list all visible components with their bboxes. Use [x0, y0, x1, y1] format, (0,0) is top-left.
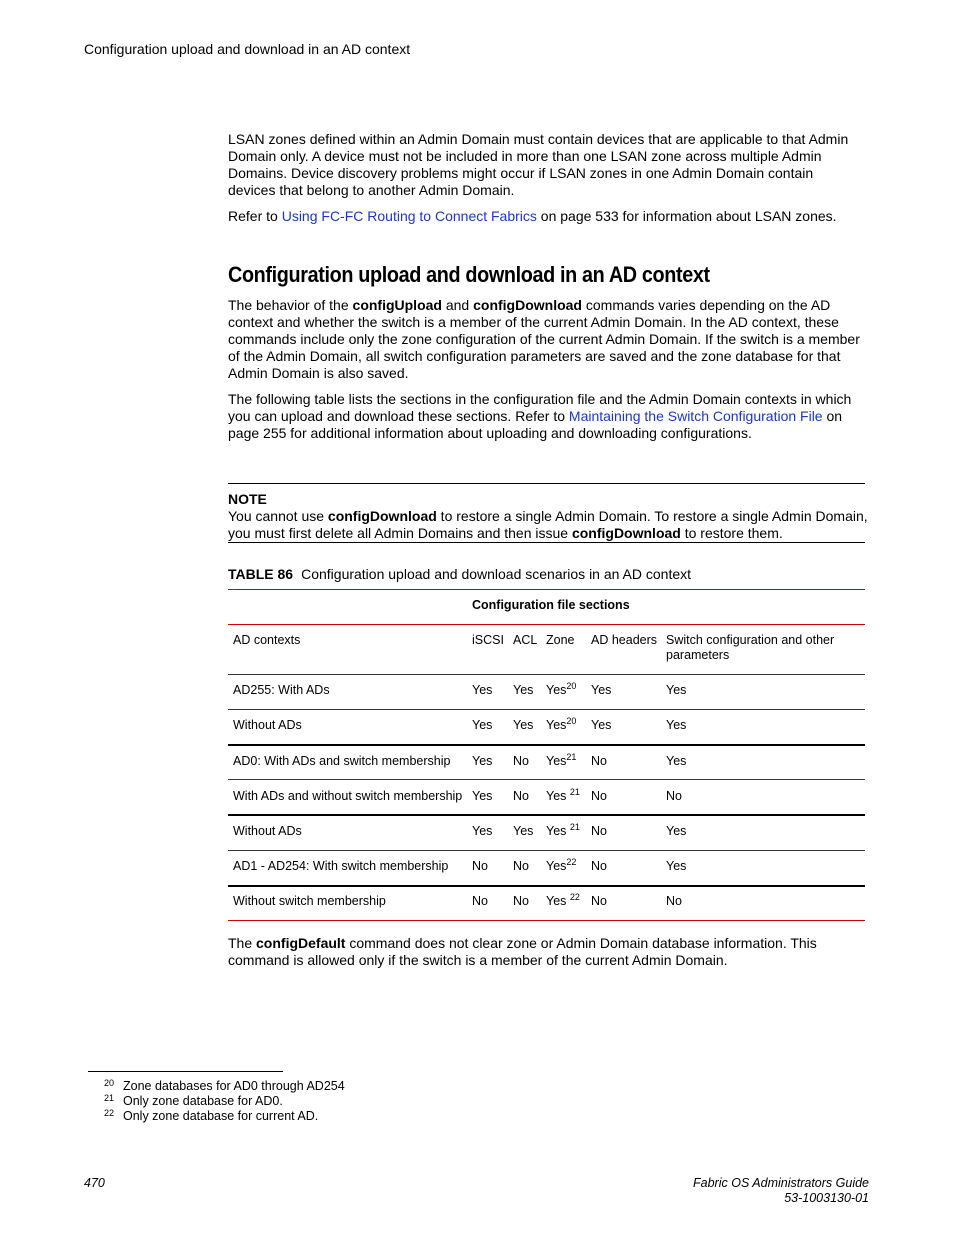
link-maintaining-switch-config[interactable]: Maintaining the Switch Configuration File — [568, 408, 823, 424]
cmd-configupload: configUpload — [352, 297, 442, 313]
cell-ad-headers: No — [591, 824, 607, 838]
zone-value: Yes — [546, 754, 567, 768]
cell-iscsi: Yes — [472, 754, 493, 768]
cell-acl: Yes — [513, 683, 534, 697]
cell-zone — [546, 718, 576, 733]
col-header-switch-config: Switch configuration and other parameters — [666, 633, 835, 662]
ref-text-after: on page 533 for information about LSAN zones. — [536, 208, 837, 224]
cell-ad-headers: No — [591, 789, 607, 803]
cell-iscsi: No — [472, 894, 488, 908]
ref-text-before: Refer to — [228, 208, 282, 224]
note-top-rule — [228, 483, 865, 484]
cell-zone — [546, 754, 576, 769]
row-rule — [228, 709, 865, 710]
cell-context: Without switch membership — [233, 894, 386, 908]
cell-ad-headers: No — [591, 754, 607, 768]
footnote — [104, 1106, 318, 1124]
cell-zone — [546, 683, 576, 698]
after-text-a: The — [228, 935, 257, 951]
row-group-rule — [228, 814, 865, 816]
col-header-ad-contexts: AD contexts — [233, 633, 301, 647]
cell-iscsi: Yes — [472, 824, 493, 838]
p1-text-c: commands varies depending on the AD context and whether the switch is a member of the current Admin Domain. In the AD context, these commands include only the zone configuration of the current Admin Domain. If the switch is a member of the Admin Domain, all switch configuration parameters are saved and the zone database for that Admin Domain is also saved. — [228, 297, 860, 381]
footnote-number: 20 — [104, 1078, 115, 1088]
cell-ad-headers: No — [591, 894, 607, 908]
cell-zone — [546, 894, 580, 909]
footnote-ref: 20 — [566, 681, 577, 691]
note-cmd-2: configDownload — [571, 525, 681, 541]
cell-switch-config: Yes — [666, 718, 687, 732]
col-header-ad-headers: AD headers — [591, 633, 658, 647]
section-paragraph-2 — [228, 391, 864, 442]
row-group-rule — [228, 885, 865, 887]
doc-footer — [693, 1176, 869, 1206]
row-rule — [228, 779, 865, 780]
cell-ad-headers: Yes — [591, 683, 612, 697]
note-cmd-1: configDownload — [327, 508, 437, 524]
cell-acl: No — [513, 859, 529, 873]
footnote-number: 22 — [104, 1108, 115, 1118]
configdefault-paragraph — [228, 935, 864, 969]
p1-text-b: and — [441, 297, 474, 313]
cell-acl: Yes — [513, 824, 534, 838]
zone-value: Yes — [546, 894, 570, 908]
footnote-ref: 22 — [569, 892, 580, 902]
cell-context: AD255: With ADs — [233, 683, 330, 697]
cell-acl: Yes — [513, 718, 534, 732]
footnote-ref: 21 — [569, 822, 580, 832]
note-body — [228, 508, 868, 542]
cell-switch-config: Yes — [666, 683, 687, 697]
col-header-zone: Zone — [546, 633, 575, 647]
cell-switch-config: Yes — [666, 754, 687, 768]
cell-context: Without ADs — [233, 824, 302, 838]
note-text-b: to restore a single Admin Domain. To restore a single Admin Domain, you must first delete all Admin Domains and then issue — [228, 508, 868, 541]
cell-iscsi: Yes — [472, 789, 493, 803]
table-caption — [228, 566, 691, 582]
p2-text-a: The following table lists the sections in the configuration file and the Admin Domain contexts in which you can upload and download these sections. Refer to — [228, 391, 852, 424]
table-top-rule — [228, 589, 865, 590]
note-text-a: You cannot use — [228, 508, 328, 524]
footnote-ref: 21 — [569, 787, 580, 797]
table-header-rule — [228, 624, 865, 625]
table-number: TABLE 86 — [228, 566, 294, 582]
cell-acl: No — [513, 754, 529, 768]
cmd-configdownload: configDownload — [473, 297, 582, 313]
cell-switch-config: Yes — [666, 824, 687, 838]
cmd-configdefault: configDefault — [256, 935, 346, 951]
p2-text-b: on page 255 for additional information about uploading and downloading configurations. — [228, 408, 843, 441]
doc-title: Fabric OS Administrators Guide — [693, 1176, 869, 1190]
section-paragraph-1 — [228, 297, 864, 382]
cell-context: AD1 - AD254: With switch membership — [233, 859, 449, 873]
intro-paragraph: LSAN zones defined within an Admin Domain must contain devices that are applicable to that Admin Domain only. A device must not be included in more than one LSAN zone across multiple Admin Domains. Device discovery problems might occur if LSAN zones in one Admin Domain contain devices that belong to another Admin Domain. — [228, 131, 849, 198]
cell-switch-config: No — [666, 789, 682, 803]
cell-iscsi: No — [472, 859, 488, 873]
cell-acl: No — [513, 789, 529, 803]
zone-value: Yes — [546, 824, 570, 838]
section-title: Configuration upload and download in an AD context — [228, 262, 710, 287]
table-bottom-rule — [228, 920, 865, 921]
footnote-text: Only zone database for current AD. — [123, 1109, 319, 1123]
cell-iscsi: Yes — [472, 718, 493, 732]
page-number: 470 — [84, 1176, 105, 1190]
cell-ad-headers: Yes — [591, 718, 612, 732]
cell-iscsi: Yes — [472, 683, 493, 697]
footnote-number: 21 — [104, 1093, 115, 1103]
row-rule — [228, 850, 865, 851]
note-title: NOTE — [228, 491, 267, 507]
running-header: Configuration upload and download in an AD context — [84, 41, 411, 57]
cell-zone — [546, 789, 580, 804]
cell-switch-config: No — [666, 894, 682, 908]
footnote-rule — [88, 1071, 283, 1072]
note-bottom-rule — [228, 542, 865, 543]
zone-value: Yes — [546, 718, 567, 732]
cell-context: AD0: With ADs and switch membership — [233, 754, 451, 768]
table-group-header: Configuration file sections — [472, 598, 630, 612]
cell-acl: No — [513, 894, 529, 908]
cell-context: Without ADs — [233, 718, 302, 732]
cell-context: With ADs and without switch membership — [233, 789, 463, 803]
col-header-acl: ACL — [513, 633, 538, 647]
footnote-text: Zone databases for AD0 through AD254 — [123, 1079, 345, 1093]
zone-value: Yes — [546, 683, 567, 697]
cell-switch-config: Yes — [666, 859, 687, 873]
footnote-ref: 22 — [566, 857, 577, 867]
cell-ad-headers: No — [591, 859, 607, 873]
col-header-iscsi: iSCSI — [472, 633, 504, 647]
link-fc-fc-routing[interactable]: Using FC-FC Routing to Connect Fabrics — [281, 208, 537, 224]
zone-value: Yes — [546, 789, 570, 803]
after-text-b: command does not clear zone or Admin Domain database information. This command is allowed only if the switch is a member of the current Admin Domain. — [228, 935, 817, 968]
cell-zone — [546, 859, 576, 874]
table-caption-text: Configuration upload and download scenarios in an AD context — [301, 566, 692, 582]
doc-number: 53-1003130-01 — [784, 1191, 869, 1205]
note-text-c: to restore them. — [680, 525, 783, 541]
footnote-ref: 21 — [566, 752, 577, 762]
p1-text-a: The behavior of the — [228, 297, 353, 313]
footnote-text: Only zone database for AD0. — [123, 1094, 283, 1108]
row-rule — [228, 674, 865, 675]
zone-value: Yes — [546, 859, 567, 873]
row-group-rule — [228, 744, 865, 746]
intro-reference — [228, 208, 864, 225]
cell-zone — [546, 824, 580, 839]
footnote-ref: 20 — [566, 716, 577, 726]
